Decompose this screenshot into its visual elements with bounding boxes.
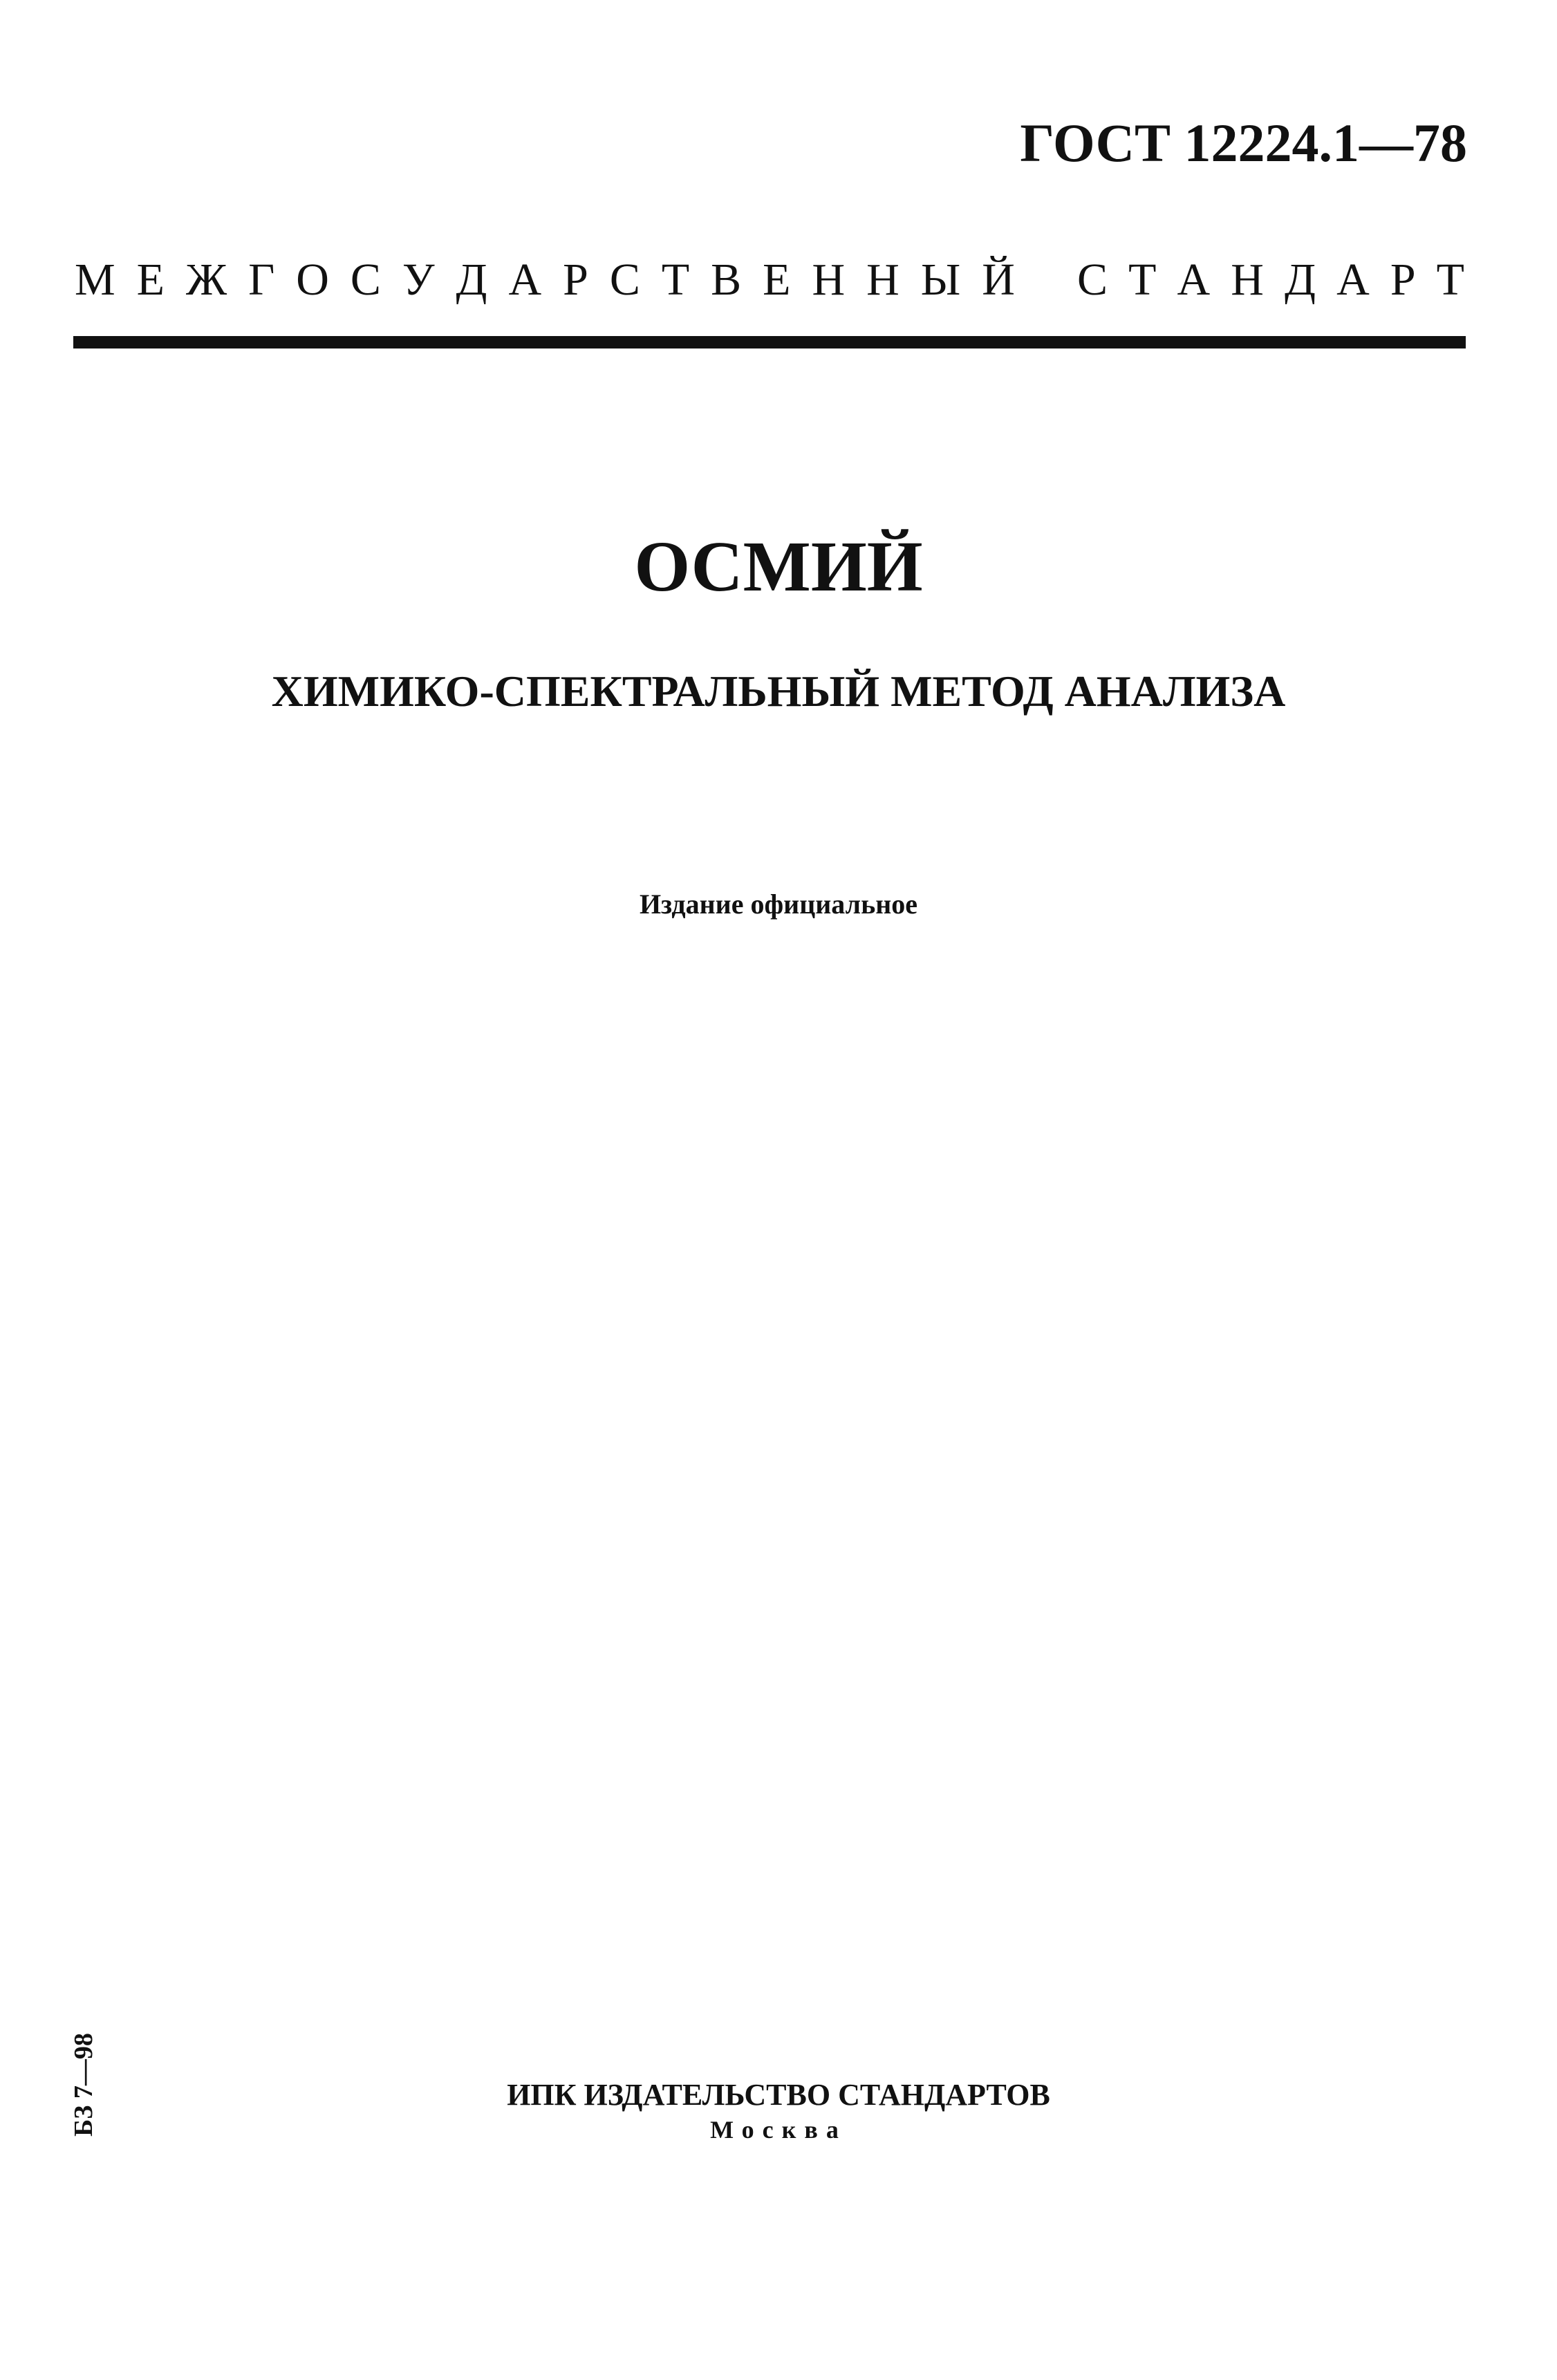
letter: В <box>711 254 742 305</box>
document-code: ГОСТ 12224.1—78 <box>1020 113 1467 173</box>
letter: Р <box>1390 254 1416 305</box>
letter: Т <box>1436 254 1464 305</box>
letter: У <box>402 254 435 305</box>
letter: Н <box>866 254 899 305</box>
letter: А <box>508 254 542 305</box>
letter: Е <box>763 254 791 305</box>
publisher-name: ИПК ИЗДАТЕЛЬСТВО СТАНДАРТОВ <box>507 2078 1050 2112</box>
letter: Р <box>563 254 588 305</box>
letter: С <box>350 254 381 305</box>
letter: Ж <box>185 254 227 305</box>
letter: Е <box>136 254 165 305</box>
letter: Н <box>812 254 846 305</box>
standard-type-word-2 <box>1077 254 1464 305</box>
letter: Ы <box>920 254 961 305</box>
publisher-city: Москва <box>710 2116 847 2144</box>
letter: Т <box>1128 254 1157 305</box>
letter: А <box>1336 254 1370 305</box>
letter: О <box>296 254 329 305</box>
letter: Д <box>1285 254 1316 305</box>
side-registration-text: БЗ 7—98 <box>69 2033 98 2137</box>
letter: М <box>75 254 115 305</box>
header-divider <box>73 336 1466 348</box>
document-subtitle: ХИМИКО-СПЕКТРАЛЬНЫЙ МЕТОД АНАЛИЗА <box>271 667 1286 716</box>
edition-note: Издание официальное <box>639 889 918 920</box>
letter: Д <box>456 254 487 305</box>
letter: А <box>1177 254 1211 305</box>
letter: Й <box>982 254 1015 305</box>
document-title: ОСМИЙ <box>634 527 923 606</box>
letter: Т <box>661 254 690 305</box>
letter: Н <box>1231 254 1264 305</box>
letter: С <box>609 254 640 305</box>
letter: Г <box>248 254 275 305</box>
standard-type-label <box>75 254 1464 305</box>
letter: С <box>1077 254 1108 305</box>
standard-type-word-1 <box>75 254 1015 305</box>
